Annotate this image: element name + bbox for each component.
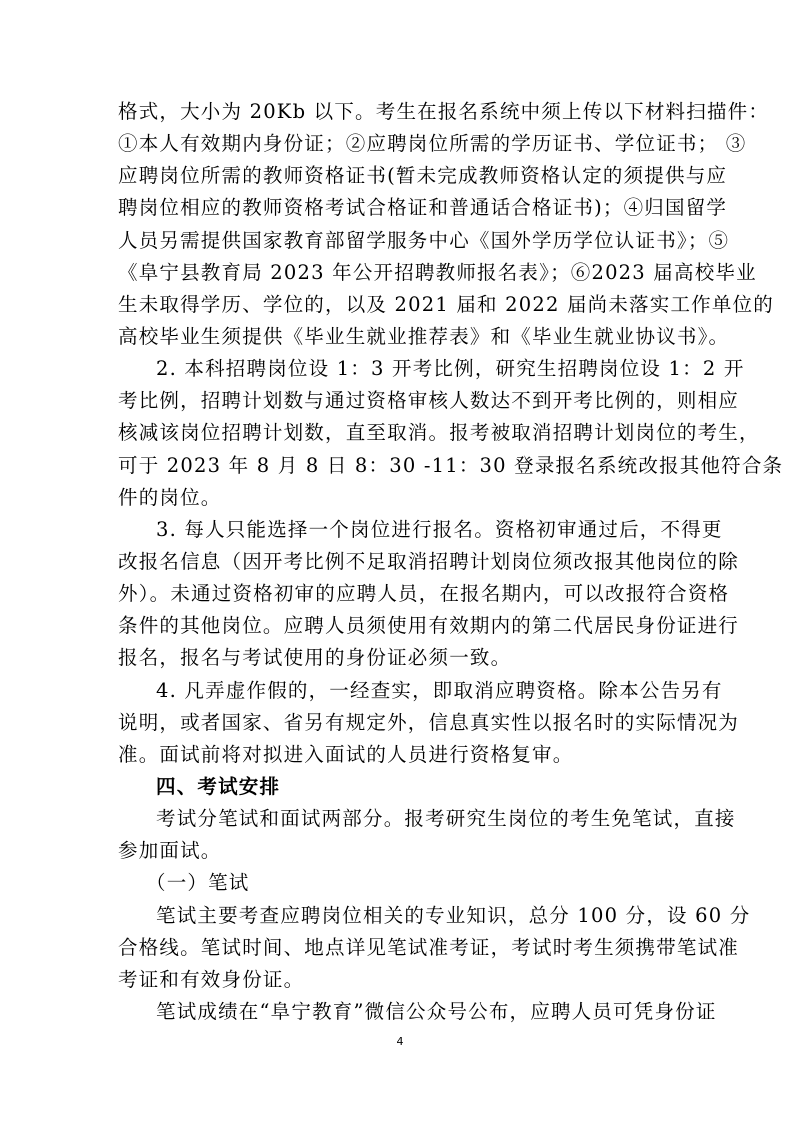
text-line: 聘岗位相应的教师资格考试合格证和普通话合格证书)；④归国留学 bbox=[118, 196, 728, 220]
text-line: 合格线。笔试时间、地点详见笔试准考证，考试时考生须携带笔试准 bbox=[118, 935, 740, 959]
text-line: 生未取得学历、学位的，以及 2021 届和 2022 届尚未落实工作单位的 bbox=[118, 292, 774, 316]
subsection-heading: （一）笔试 bbox=[146, 871, 250, 895]
text-line: 考比例，招聘计划数与通过资格审核人数达不到开考比例的，则相应 bbox=[118, 389, 740, 413]
paragraph-first-line: 笔试成绩在“阜宁教育”微信公众号公布，应聘人员可凭身份证 bbox=[156, 1000, 717, 1023]
text-line: 考证和有效身份证。 bbox=[118, 967, 305, 991]
text-line: 高校毕业生须提供《毕业生就业推荐表》和《毕业生就业协议书》。 bbox=[118, 325, 730, 348]
paragraph-first-line: 考试分笔试和面试两部分。报考研究生岗位的考生免笔试，直接 bbox=[156, 807, 736, 831]
text-line: ①本人有效期内身份证；②应聘岗位所需的学历证书、学位证书； ③ bbox=[118, 132, 747, 156]
text-line: 格式，大小为 20Kb 以下。考生在报名系统中须上传以下材料扫描件： bbox=[118, 100, 770, 123]
text-line: 改报名信息（因开考比例不足取消招聘计划岗位须改报其他岗位的除 bbox=[118, 550, 740, 573]
text-line: 说明，或者国家、省另有规定外，信息真实性以报名时的实际情况为 bbox=[118, 710, 740, 734]
paragraph-first-line: 2. 本科招聘岗位设 1：3 开考比例，研究生招聘岗位设 1：2 开 bbox=[156, 357, 745, 381]
text-line: 可于 2023 年 8 月 8 日 8：30 -11：30 登录报名系统改报其他符合条 bbox=[118, 453, 784, 477]
text-line: 条件的其他岗位。应聘人员须使用有效期内的第二代居民身份证进行 bbox=[118, 614, 740, 638]
page-number: 4 bbox=[396, 1035, 404, 1048]
text-line: 人员另需提供国家教育部留学服务中心《国外学历学位认证书》；⑤ bbox=[118, 228, 730, 252]
paragraph-first-line: 笔试主要考查应聘岗位相关的专业知识，总分 100 分，设 60 分 bbox=[156, 903, 751, 927]
section-heading: 四、考试安排 bbox=[156, 775, 281, 798]
text-line: 外）。未通过资格初审的应聘人员，在报名期内，可以改报符合资格 bbox=[118, 582, 730, 606]
text-line: 件的岗位。 bbox=[118, 485, 222, 509]
text-line: 参加面试。 bbox=[118, 839, 222, 863]
text-line: 应聘岗位所需的教师资格证书(暂未完成教师资格认定的须提供与应 bbox=[118, 164, 728, 188]
text-line: 核减该岗位招聘计划数，直至取消。报考被取消招聘计划岗位的考生， bbox=[118, 421, 760, 445]
paragraph-first-line: 3. 每人只能选择一个岗位进行报名。资格初审通过后，不得更 bbox=[156, 517, 723, 541]
text-line: 准。面试前将对拟进入面试的人员进行资格复审。 bbox=[118, 742, 574, 766]
text-line: 报名，报名与考试使用的身份证必须一致。 bbox=[118, 646, 512, 670]
text-line: 《阜宁县教育局 2023 年公开招聘教师报名表》；⑥2023 届高校毕业 bbox=[118, 260, 757, 284]
paragraph-first-line: 4. 凡弄虚作假的，一经查实，即取消应聘资格。除本公告另有 bbox=[156, 678, 723, 702]
